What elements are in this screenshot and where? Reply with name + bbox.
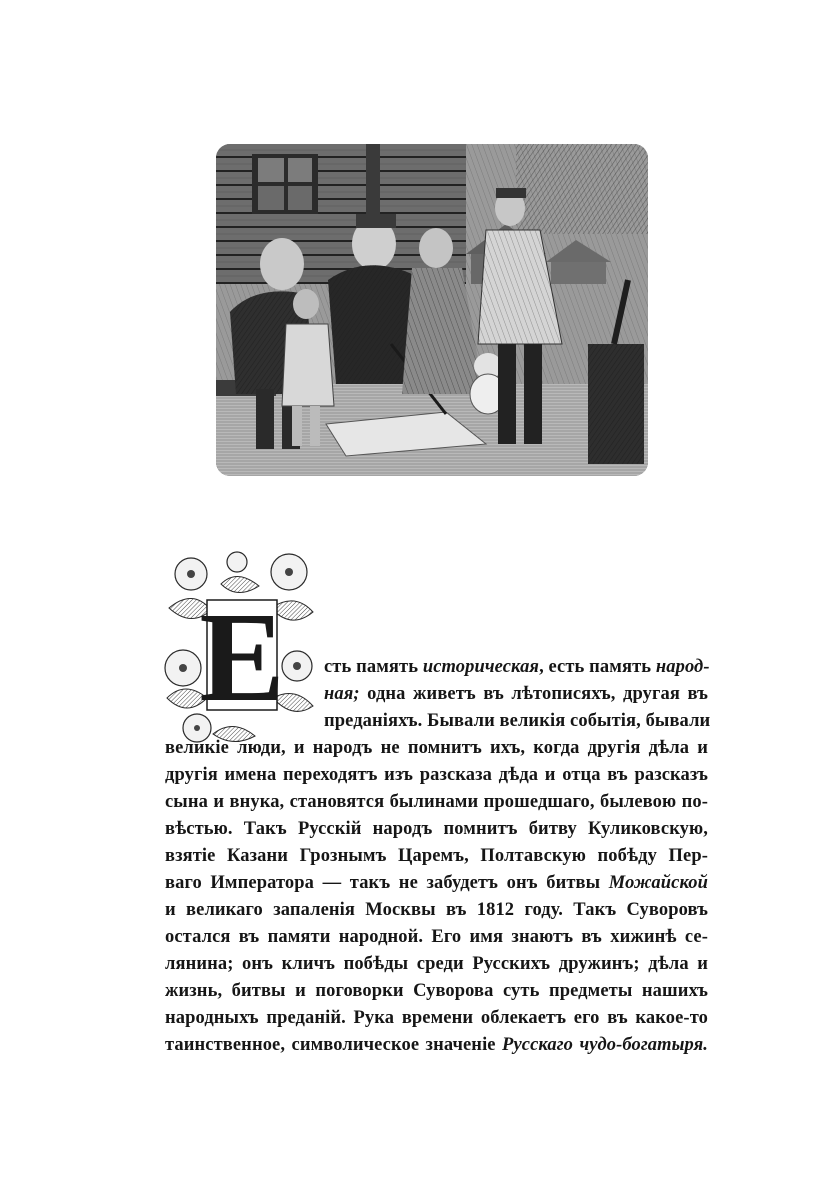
text-line-8	[165, 847, 708, 866]
text-segment: таинственное, символическое значеніе	[165, 1035, 503, 1055]
drop-cap-letter: Е	[199, 586, 285, 728]
italic-segment: ная;	[324, 684, 360, 704]
text-line-13	[165, 982, 708, 1001]
text-line-11	[165, 928, 708, 947]
text-line-3	[324, 711, 711, 731]
text-segment: ваго Императора — такъ не забудетъ онъ битвы	[165, 873, 609, 893]
text-line-10	[165, 901, 708, 920]
text-segment: лянина; онъ кличъ побѣды среди Русскихъ дружинъ; дѣла и	[165, 954, 708, 974]
italic-segment: Русскаго чудо-богатыря.	[502, 1035, 709, 1055]
decorative-initial-letter	[163, 548, 317, 748]
text-segment: жизнь, битвы и поговорки Суворова суть предметы нашихъ	[165, 981, 708, 1001]
text-line-2	[324, 685, 708, 704]
italic-segment: Можайской	[608, 873, 708, 893]
text-line-12	[165, 955, 708, 974]
text-segment: вѣстью. Такъ Русскій народъ помнитъ битву Куликовскую,	[165, 819, 708, 839]
text-line-15	[165, 1036, 708, 1055]
text-segment: другія имена переходятъ изъ разсказа дѣда и отца въ разсказъ	[165, 765, 708, 785]
text-segment: , есть память	[539, 657, 656, 677]
italic-segment: историческая	[422, 657, 540, 677]
text-segment: преданіяхъ. Бывали великія событія, бывали	[324, 711, 711, 731]
text-line-9	[165, 874, 708, 893]
text-line-7	[165, 820, 708, 839]
text-segment: остался въ памяти народной. Его имя знаютъ въ хижинѣ се-	[165, 927, 708, 947]
text-segment: сть память	[324, 657, 423, 677]
text-segment: сына и внука, становятся былинами прошедшаго, былевою по-	[165, 792, 708, 812]
text-line-14	[165, 1009, 708, 1028]
italic-segment: народ-	[655, 657, 710, 677]
text-line-1	[324, 658, 708, 677]
text-segment: одна живетъ въ лѣтописяхъ, другая въ	[359, 684, 708, 704]
text-line-6	[165, 793, 708, 812]
text-line-4	[165, 739, 708, 758]
text-segment: взятіе Казани Грознымъ Царемъ, Полтавскую побѣду Пер-	[165, 846, 708, 866]
text-segment: великіе люди, и народъ не помнитъ ихъ, когда другія дѣла и	[165, 738, 708, 758]
text-segment: народныхъ преданій. Рука времени облекаетъ его въ какое-то	[165, 1008, 708, 1028]
text-segment: и великаго запаленія Москвы въ 1812 году. Такъ Суворовъ	[165, 900, 708, 920]
text-line-5	[165, 766, 708, 785]
engraving-illustration	[216, 144, 648, 476]
